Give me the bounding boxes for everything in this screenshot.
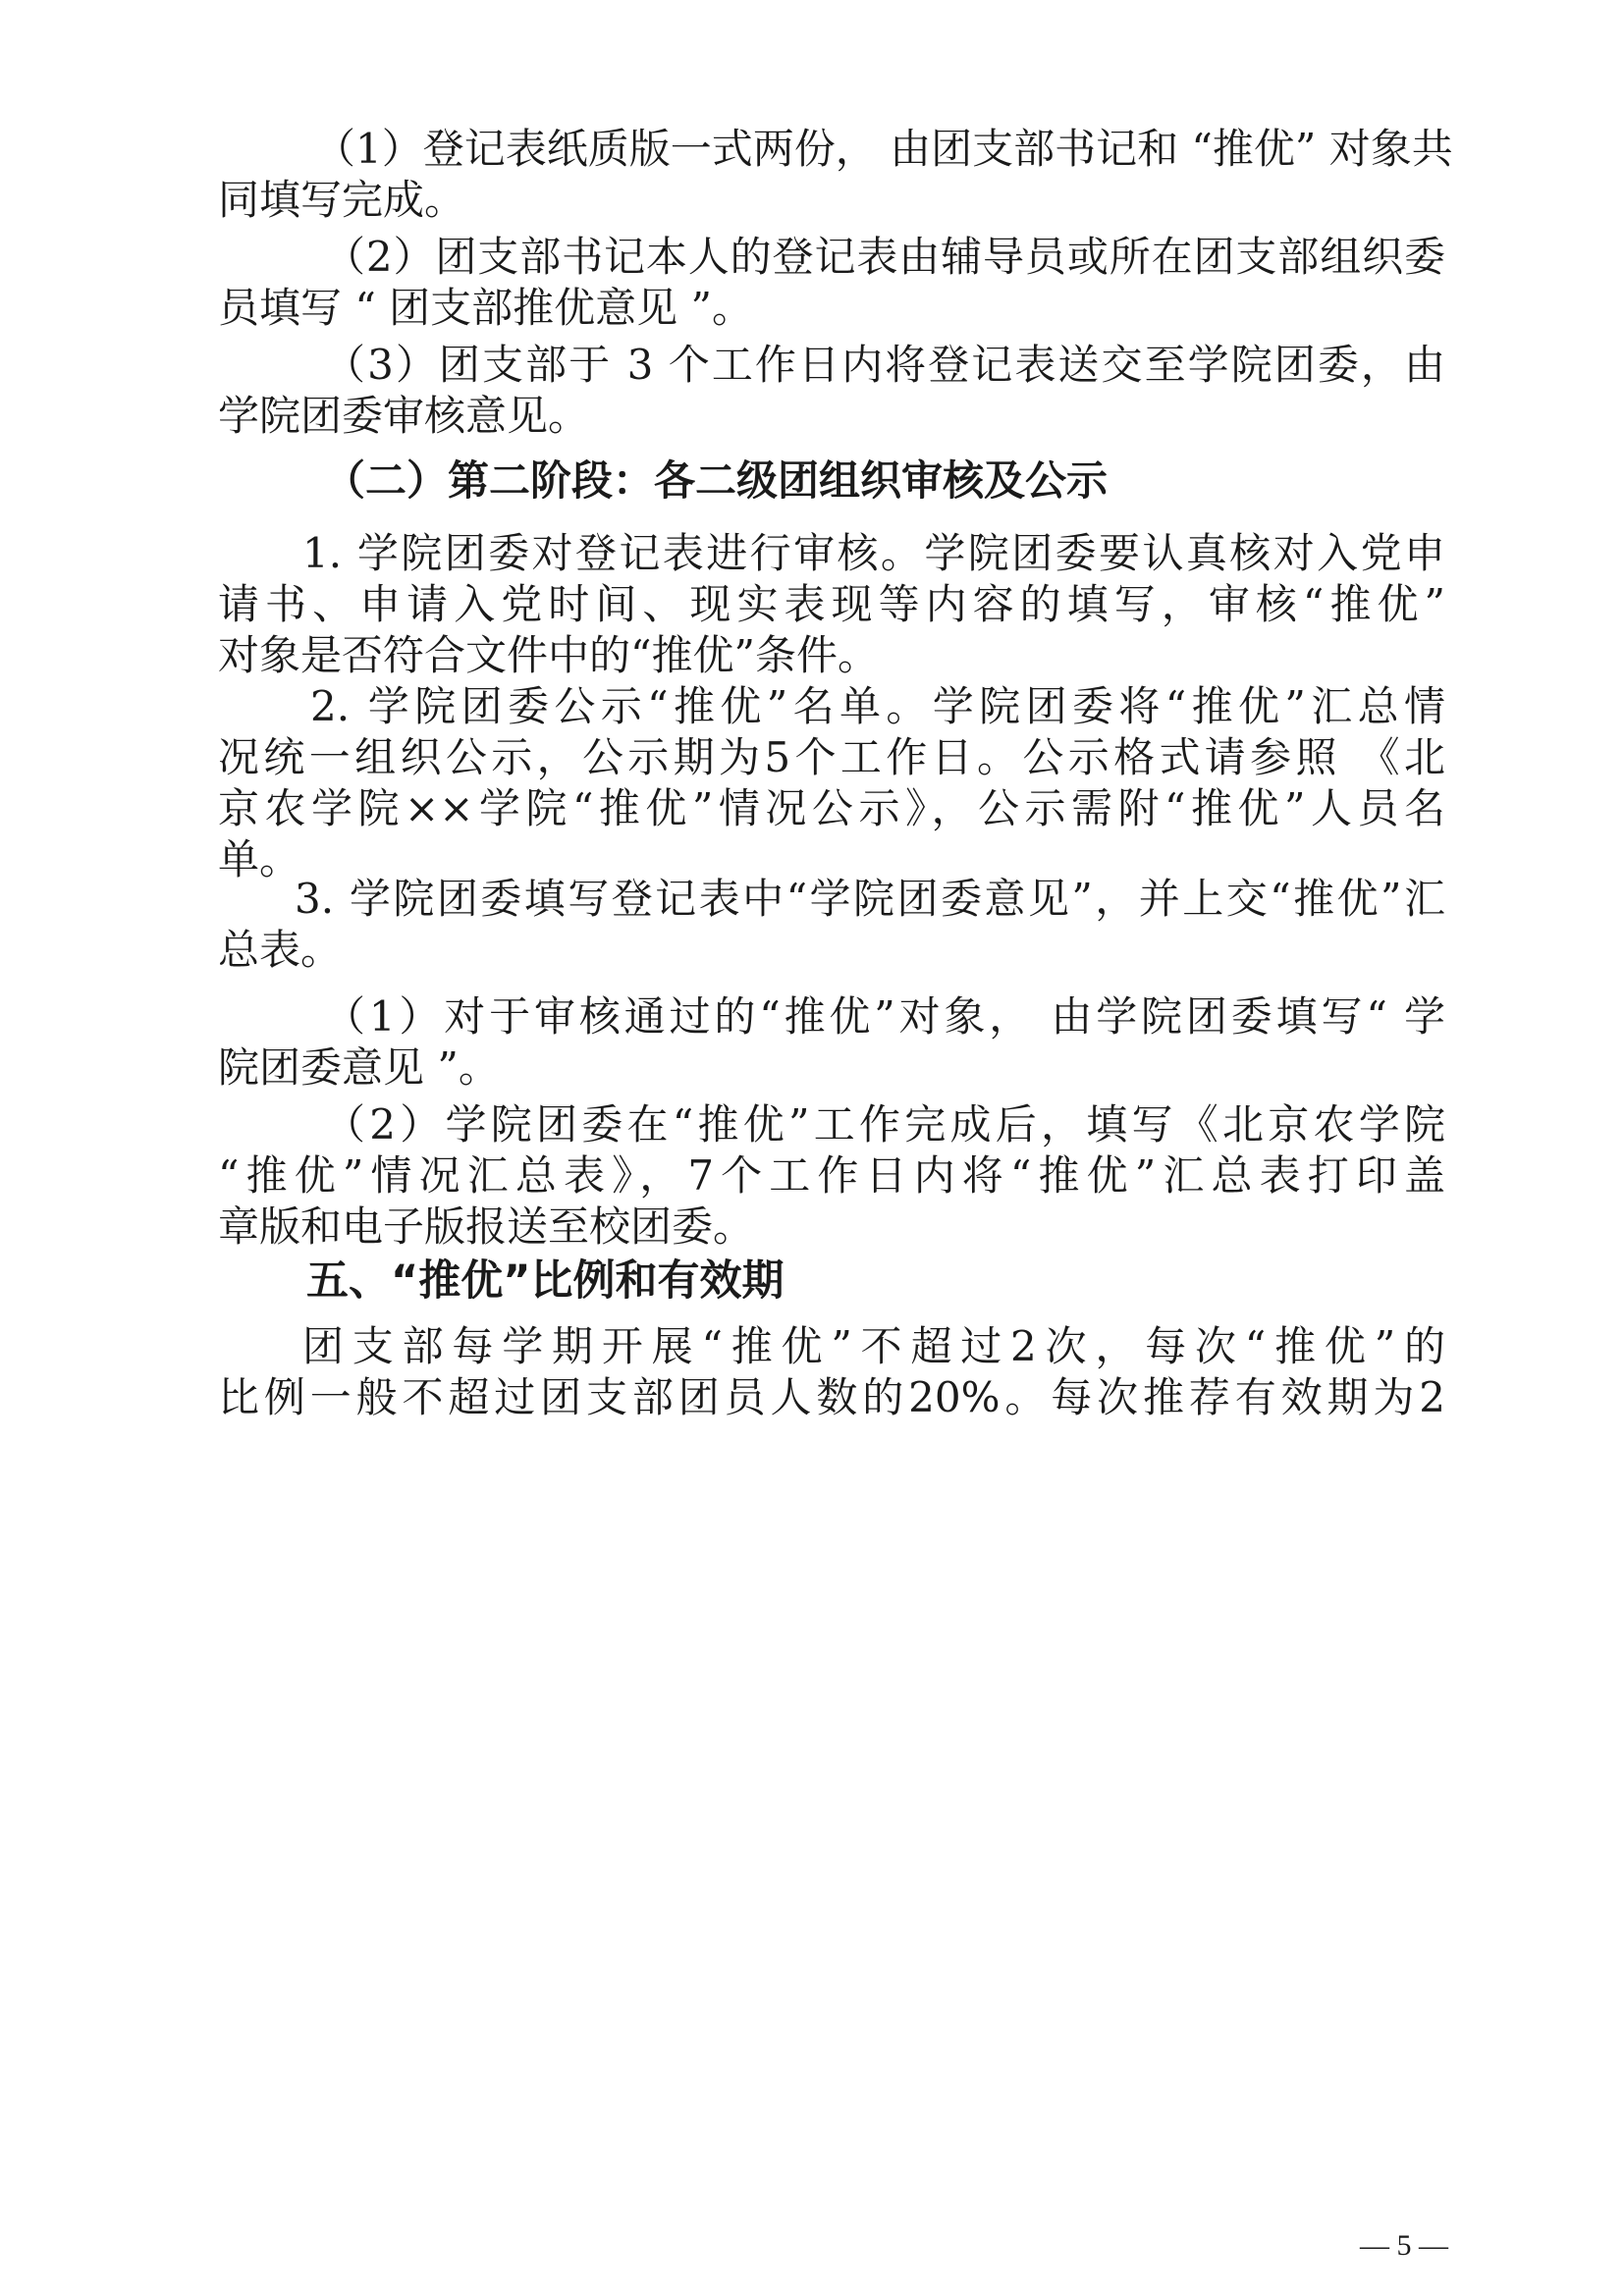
- page-number: — 5 —: [1360, 2229, 1448, 2262]
- paragraph-5-line-1: （2）学院团委在“推优”工作完成后，填写《北京农学院: [324, 1100, 1445, 1148]
- item-2-line-1: 2. 学院团委公示“推优”名单。学院团委将“推优”汇总情: [310, 682, 1445, 730]
- paragraph-4-line-2: 院团委意见 ”。: [218, 1043, 500, 1092]
- item-2-line-3: 京农学院××学院“推优”情况公示》，公示需附“推优”人员名: [218, 784, 1445, 832]
- item-3-line-2: 总表。: [218, 926, 343, 974]
- paragraph-6-line-1: 团支部每学期开展“推优”不超过2次，每次“推优”的: [302, 1322, 1445, 1370]
- paragraph-3-line-1: （3）团支部于 3 个工作日内将登记表送交至学院团委，由: [324, 341, 1445, 389]
- item-2-line-2: 况统一组织公示，公示期为5个工作日。公示格式请参照 《北: [218, 733, 1445, 781]
- paragraph-1-line-1: （1）登记表纸质版一式两份， 由团支部书记和 “推优” 对象共: [314, 125, 1453, 173]
- section-heading-stage-two: （二）第二阶段：各二级团组织审核及公示: [324, 456, 1109, 505]
- paragraph-2-line-1: （2）团支部书记本人的登记表由辅导员或所在团支部组织委: [324, 233, 1445, 281]
- paragraph-3-line-2: 学院团委审核意见。: [218, 392, 590, 440]
- item-2-line-4: 单。: [218, 835, 301, 883]
- item-1-line-3: 对象是否符合文件中的“推优”条件。: [218, 631, 879, 679]
- item-1-line-1: 1. 学院团委对登记表进行审核。学院团委要认真核对入党申: [302, 529, 1445, 577]
- paragraph-2-line-2: 员填写 “ 团支部推优意见 ”。: [218, 284, 753, 332]
- item-1-line-2: 请书、申请入党时间、现实表现等内容的填写，审核“推优”: [218, 580, 1445, 628]
- paragraph-5-line-3: 章版和电子版报送至校团委。: [218, 1202, 755, 1251]
- paragraph-6-line-2: 比例一般不超过团支部团员人数的20%。每次推荐有效期为2: [218, 1373, 1445, 1421]
- item-3-line-1: 3. 学院团委填写登记表中“学院团委意见”，并上交“推优”汇: [295, 875, 1445, 923]
- paragraph-1-line-2: 同填写完成。: [218, 176, 466, 224]
- section-heading-ratio-validity: 五、“推优”比例和有效期: [306, 1256, 785, 1306]
- paragraph-5-line-2: “推优”情况汇总表》，7个工作日内将“推优”汇总表打印盖: [218, 1151, 1445, 1200]
- paragraph-4-line-1: （1）对于审核通过的“推优”对象， 由学院团委填写“ 学: [324, 992, 1445, 1041]
